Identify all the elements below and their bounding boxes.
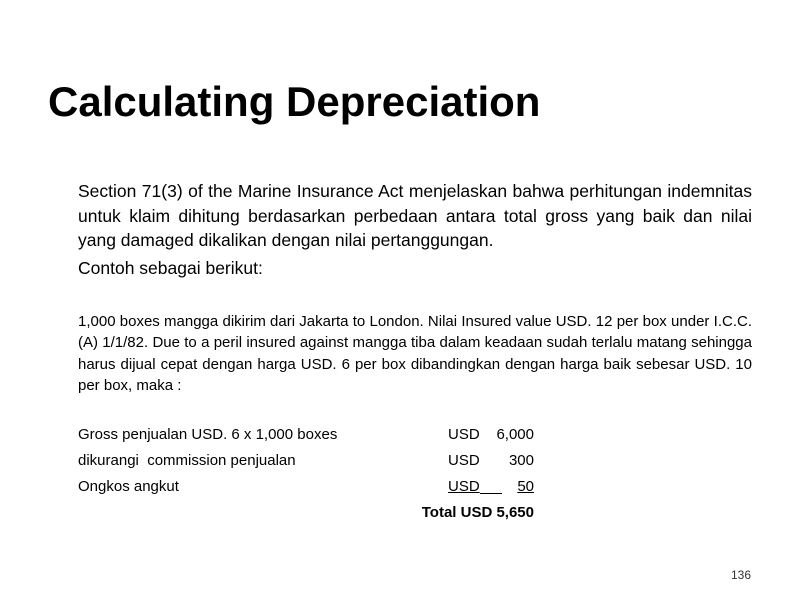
page-number: 136 [730, 568, 751, 582]
calc-row-freight [0, 476, 800, 498]
calc-amount: 300 [508, 452, 534, 469]
calc-row-commission [0, 450, 800, 472]
calc-currency: USD [448, 426, 480, 443]
calc-label: Ongkos angkut [78, 478, 179, 495]
calc-label: Gross penjualan USD. 6 x 1,000 boxes [78, 426, 338, 443]
calc-label: dikurangi commission penjualan [78, 452, 296, 469]
calc-total: Total USD 5,650 [421, 504, 534, 521]
example-paragraph: 1,000 boxes mangga dikirim dari Jakarta to London. Nilai Insured value USD. 12 per box under I.C.C. (A) 1/1/82. Due to a peril insured against mangga tiba dalam keadaan sudah terlalu matang sehingga harus dijual cepat dengan harga USD. 6 per box dibandingkan dengan harga baik sebesar USD. 10 per box, maka : [78, 313, 752, 394]
calc-currency: USD [448, 452, 480, 469]
example-lead-paragraph: Contoh sebagai berikut: [78, 258, 263, 278]
calc-amount: 50 [517, 478, 534, 495]
calc-row-gross [0, 424, 800, 446]
calc-underline [480, 493, 502, 494]
calc-row-total [0, 502, 800, 524]
calc-amount: 6,000 [496, 426, 534, 443]
calc-currency: USD [448, 478, 480, 495]
slide-title: Calculating Depreciation [48, 78, 541, 125]
intro-paragraph: Section 71(3) of the Marine Insurance Act menjelaskan bahwa perhitungan indemnitas untuk klaim dihitung berdasarkan perbedaan antara total gross yang baik dan nilai yang damaged dikalikan dengan nilai pertanggungan. [78, 181, 752, 250]
